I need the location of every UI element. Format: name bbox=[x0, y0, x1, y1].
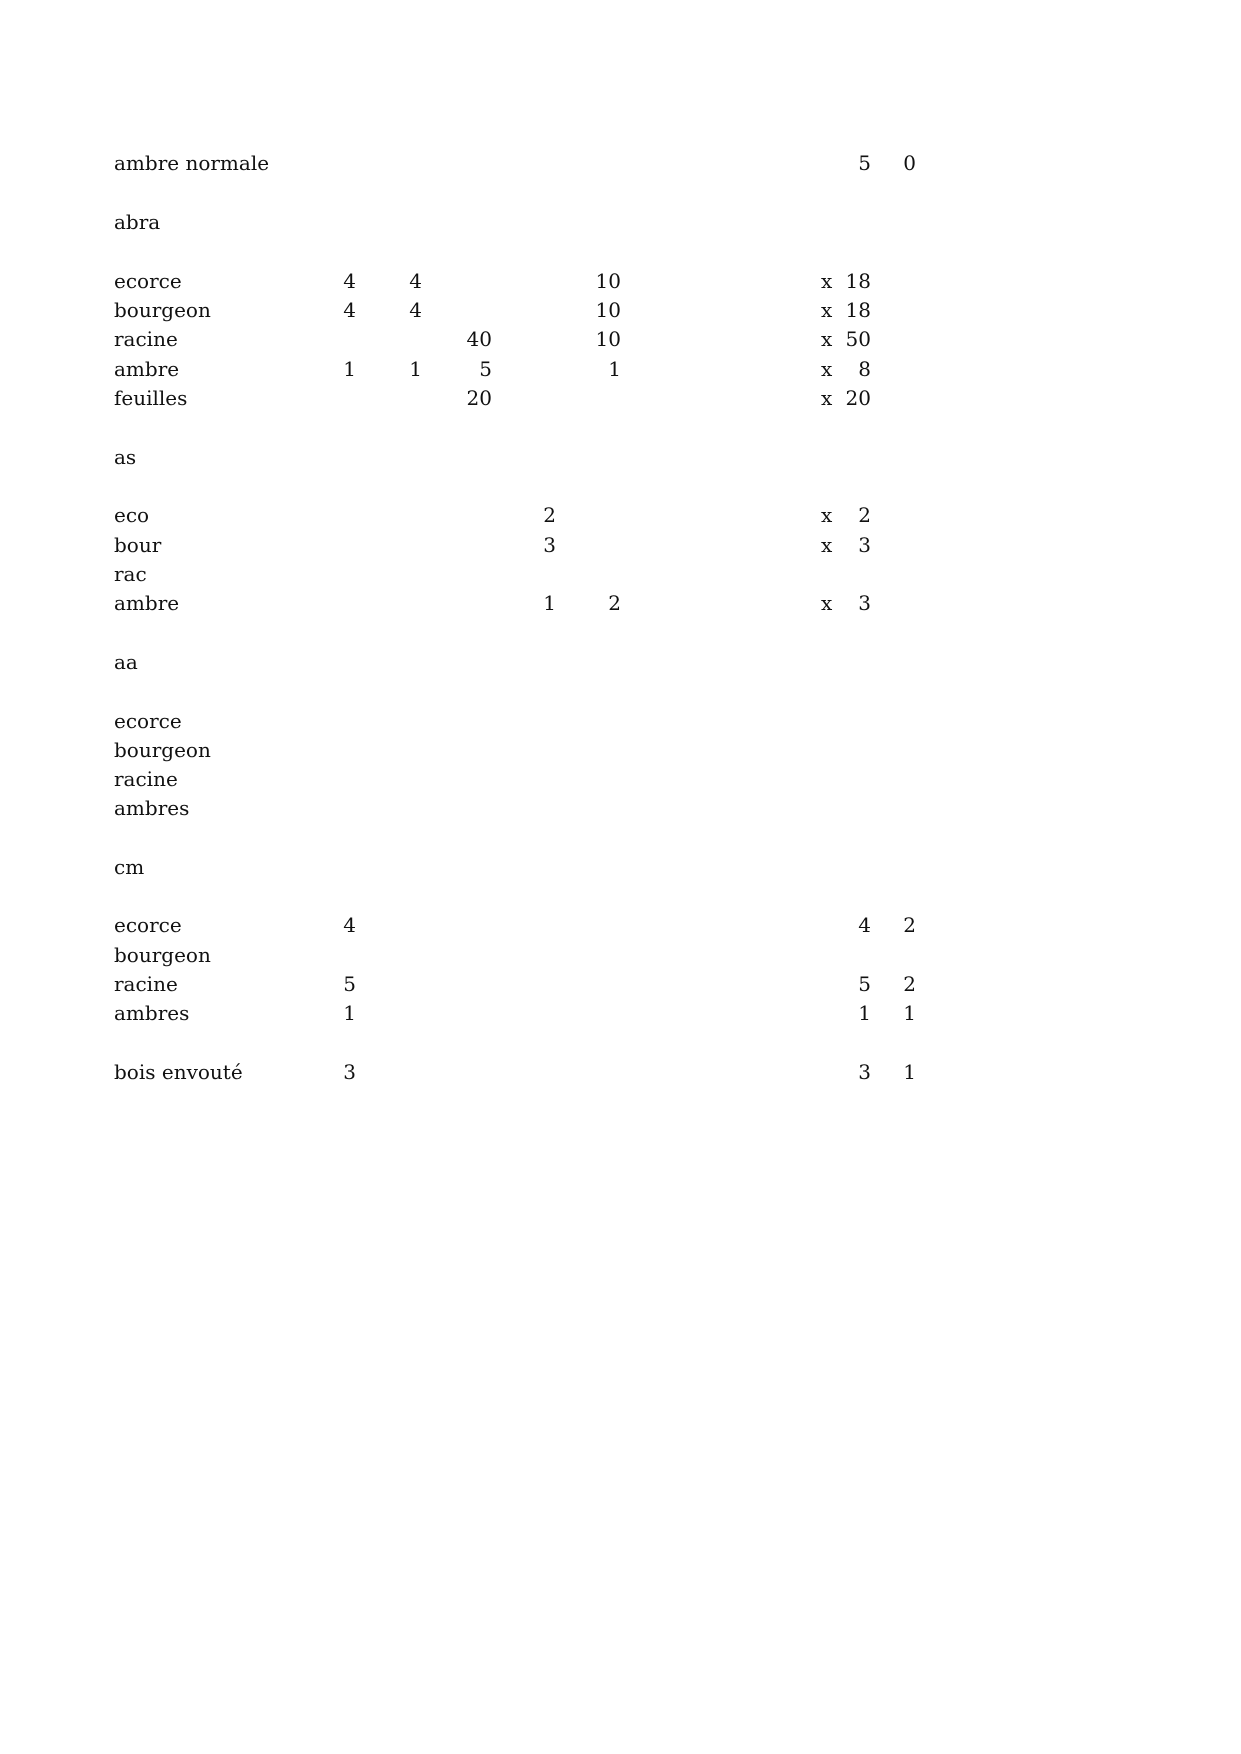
cell-total: 8 bbox=[858, 357, 871, 381]
cell-col2: 4 bbox=[409, 298, 422, 322]
cell-marker: x bbox=[821, 503, 833, 527]
cell-col4: 1 bbox=[543, 591, 556, 615]
cell-total: 4 bbox=[858, 913, 871, 937]
row-label: ambres bbox=[114, 1001, 190, 1025]
cell-col1: 1 bbox=[343, 1001, 356, 1025]
row-label: ambre normale bbox=[114, 151, 270, 175]
cell-col2: 4 bbox=[409, 269, 422, 293]
cell-count: 1 bbox=[903, 1060, 916, 1084]
table-row bbox=[0, 383, 1241, 413]
cell-total: 3 bbox=[858, 591, 871, 615]
section-header bbox=[0, 852, 1241, 882]
table-row bbox=[0, 969, 1241, 999]
cell-total: 2 bbox=[858, 503, 871, 527]
table-row bbox=[0, 1057, 1241, 1087]
section-header bbox=[0, 647, 1241, 677]
table-row bbox=[0, 500, 1241, 530]
cell-col3: 40 bbox=[466, 327, 492, 351]
cell-total: 18 bbox=[845, 269, 871, 293]
cell-col5: 10 bbox=[595, 327, 621, 351]
cell-col1: 4 bbox=[343, 269, 356, 293]
section-label: aa bbox=[114, 650, 138, 674]
row-label: ecorce bbox=[114, 269, 182, 293]
cell-total: 5 bbox=[858, 151, 871, 175]
cell-col5: 10 bbox=[595, 298, 621, 322]
cell-total: 3 bbox=[858, 1060, 871, 1084]
cell-col1: 5 bbox=[343, 972, 356, 996]
section-header bbox=[0, 207, 1241, 237]
table-row bbox=[0, 764, 1241, 794]
row-label: bour bbox=[114, 533, 162, 557]
cell-total: 20 bbox=[845, 386, 871, 410]
cell-col5: 10 bbox=[595, 269, 621, 293]
row-label: bourgeon bbox=[114, 943, 211, 967]
cell-col3: 5 bbox=[479, 357, 492, 381]
table-row bbox=[0, 148, 1241, 178]
row-label: ambre bbox=[114, 591, 180, 615]
table-row bbox=[0, 530, 1241, 560]
cell-total: 18 bbox=[845, 298, 871, 322]
cell-count: 2 bbox=[903, 972, 916, 996]
cell-col1: 3 bbox=[343, 1060, 356, 1084]
cell-marker: x bbox=[821, 357, 833, 381]
cell-total: 5 bbox=[858, 972, 871, 996]
cell-col1: 1 bbox=[343, 357, 356, 381]
row-label: feuilles bbox=[114, 386, 188, 410]
row-label: ambre bbox=[114, 357, 180, 381]
section-label: as bbox=[114, 445, 137, 469]
table-row bbox=[0, 706, 1241, 736]
row-label: racine bbox=[114, 327, 178, 351]
cell-marker: x bbox=[821, 327, 833, 351]
row-label: bois envouté bbox=[114, 1060, 243, 1084]
row-label: bourgeon bbox=[114, 298, 211, 322]
table-row bbox=[0, 998, 1241, 1028]
table-row bbox=[0, 910, 1241, 940]
table-row bbox=[0, 735, 1241, 765]
cell-count: 2 bbox=[903, 913, 916, 937]
cell-marker: x bbox=[821, 386, 833, 410]
cell-count: 0 bbox=[903, 151, 916, 175]
cell-col4: 2 bbox=[543, 503, 556, 527]
cell-total: 1 bbox=[858, 1001, 871, 1025]
cell-marker: x bbox=[821, 533, 833, 557]
cell-col1: 4 bbox=[343, 913, 356, 937]
row-label: ambres bbox=[114, 796, 190, 820]
cell-marker: x bbox=[821, 591, 833, 615]
cell-total: 50 bbox=[845, 327, 871, 351]
row-label: racine bbox=[114, 767, 178, 791]
row-label: ecorce bbox=[114, 913, 182, 937]
table-row bbox=[0, 940, 1241, 970]
section-label: abra bbox=[114, 210, 161, 234]
table-row bbox=[0, 793, 1241, 823]
cell-marker: x bbox=[821, 298, 833, 322]
row-label: racine bbox=[114, 972, 178, 996]
cell-col1: 4 bbox=[343, 298, 356, 322]
cell-col4: 3 bbox=[543, 533, 556, 557]
cell-col3: 20 bbox=[466, 386, 492, 410]
table-row bbox=[0, 559, 1241, 589]
table-row bbox=[0, 324, 1241, 354]
table-row bbox=[0, 266, 1241, 296]
section-label: cm bbox=[114, 855, 145, 879]
cell-col5: 1 bbox=[608, 357, 621, 381]
row-label: rac bbox=[114, 562, 147, 586]
cell-col2: 1 bbox=[409, 357, 422, 381]
row-label: eco bbox=[114, 503, 150, 527]
section-header bbox=[0, 442, 1241, 472]
row-label: ecorce bbox=[114, 709, 182, 733]
table-row bbox=[0, 354, 1241, 384]
row-label: bourgeon bbox=[114, 738, 211, 762]
cell-count: 1 bbox=[903, 1001, 916, 1025]
cell-marker: x bbox=[821, 269, 833, 293]
cell-total: 3 bbox=[858, 533, 871, 557]
table-row bbox=[0, 588, 1241, 618]
cell-col5: 2 bbox=[608, 591, 621, 615]
table-row bbox=[0, 295, 1241, 325]
